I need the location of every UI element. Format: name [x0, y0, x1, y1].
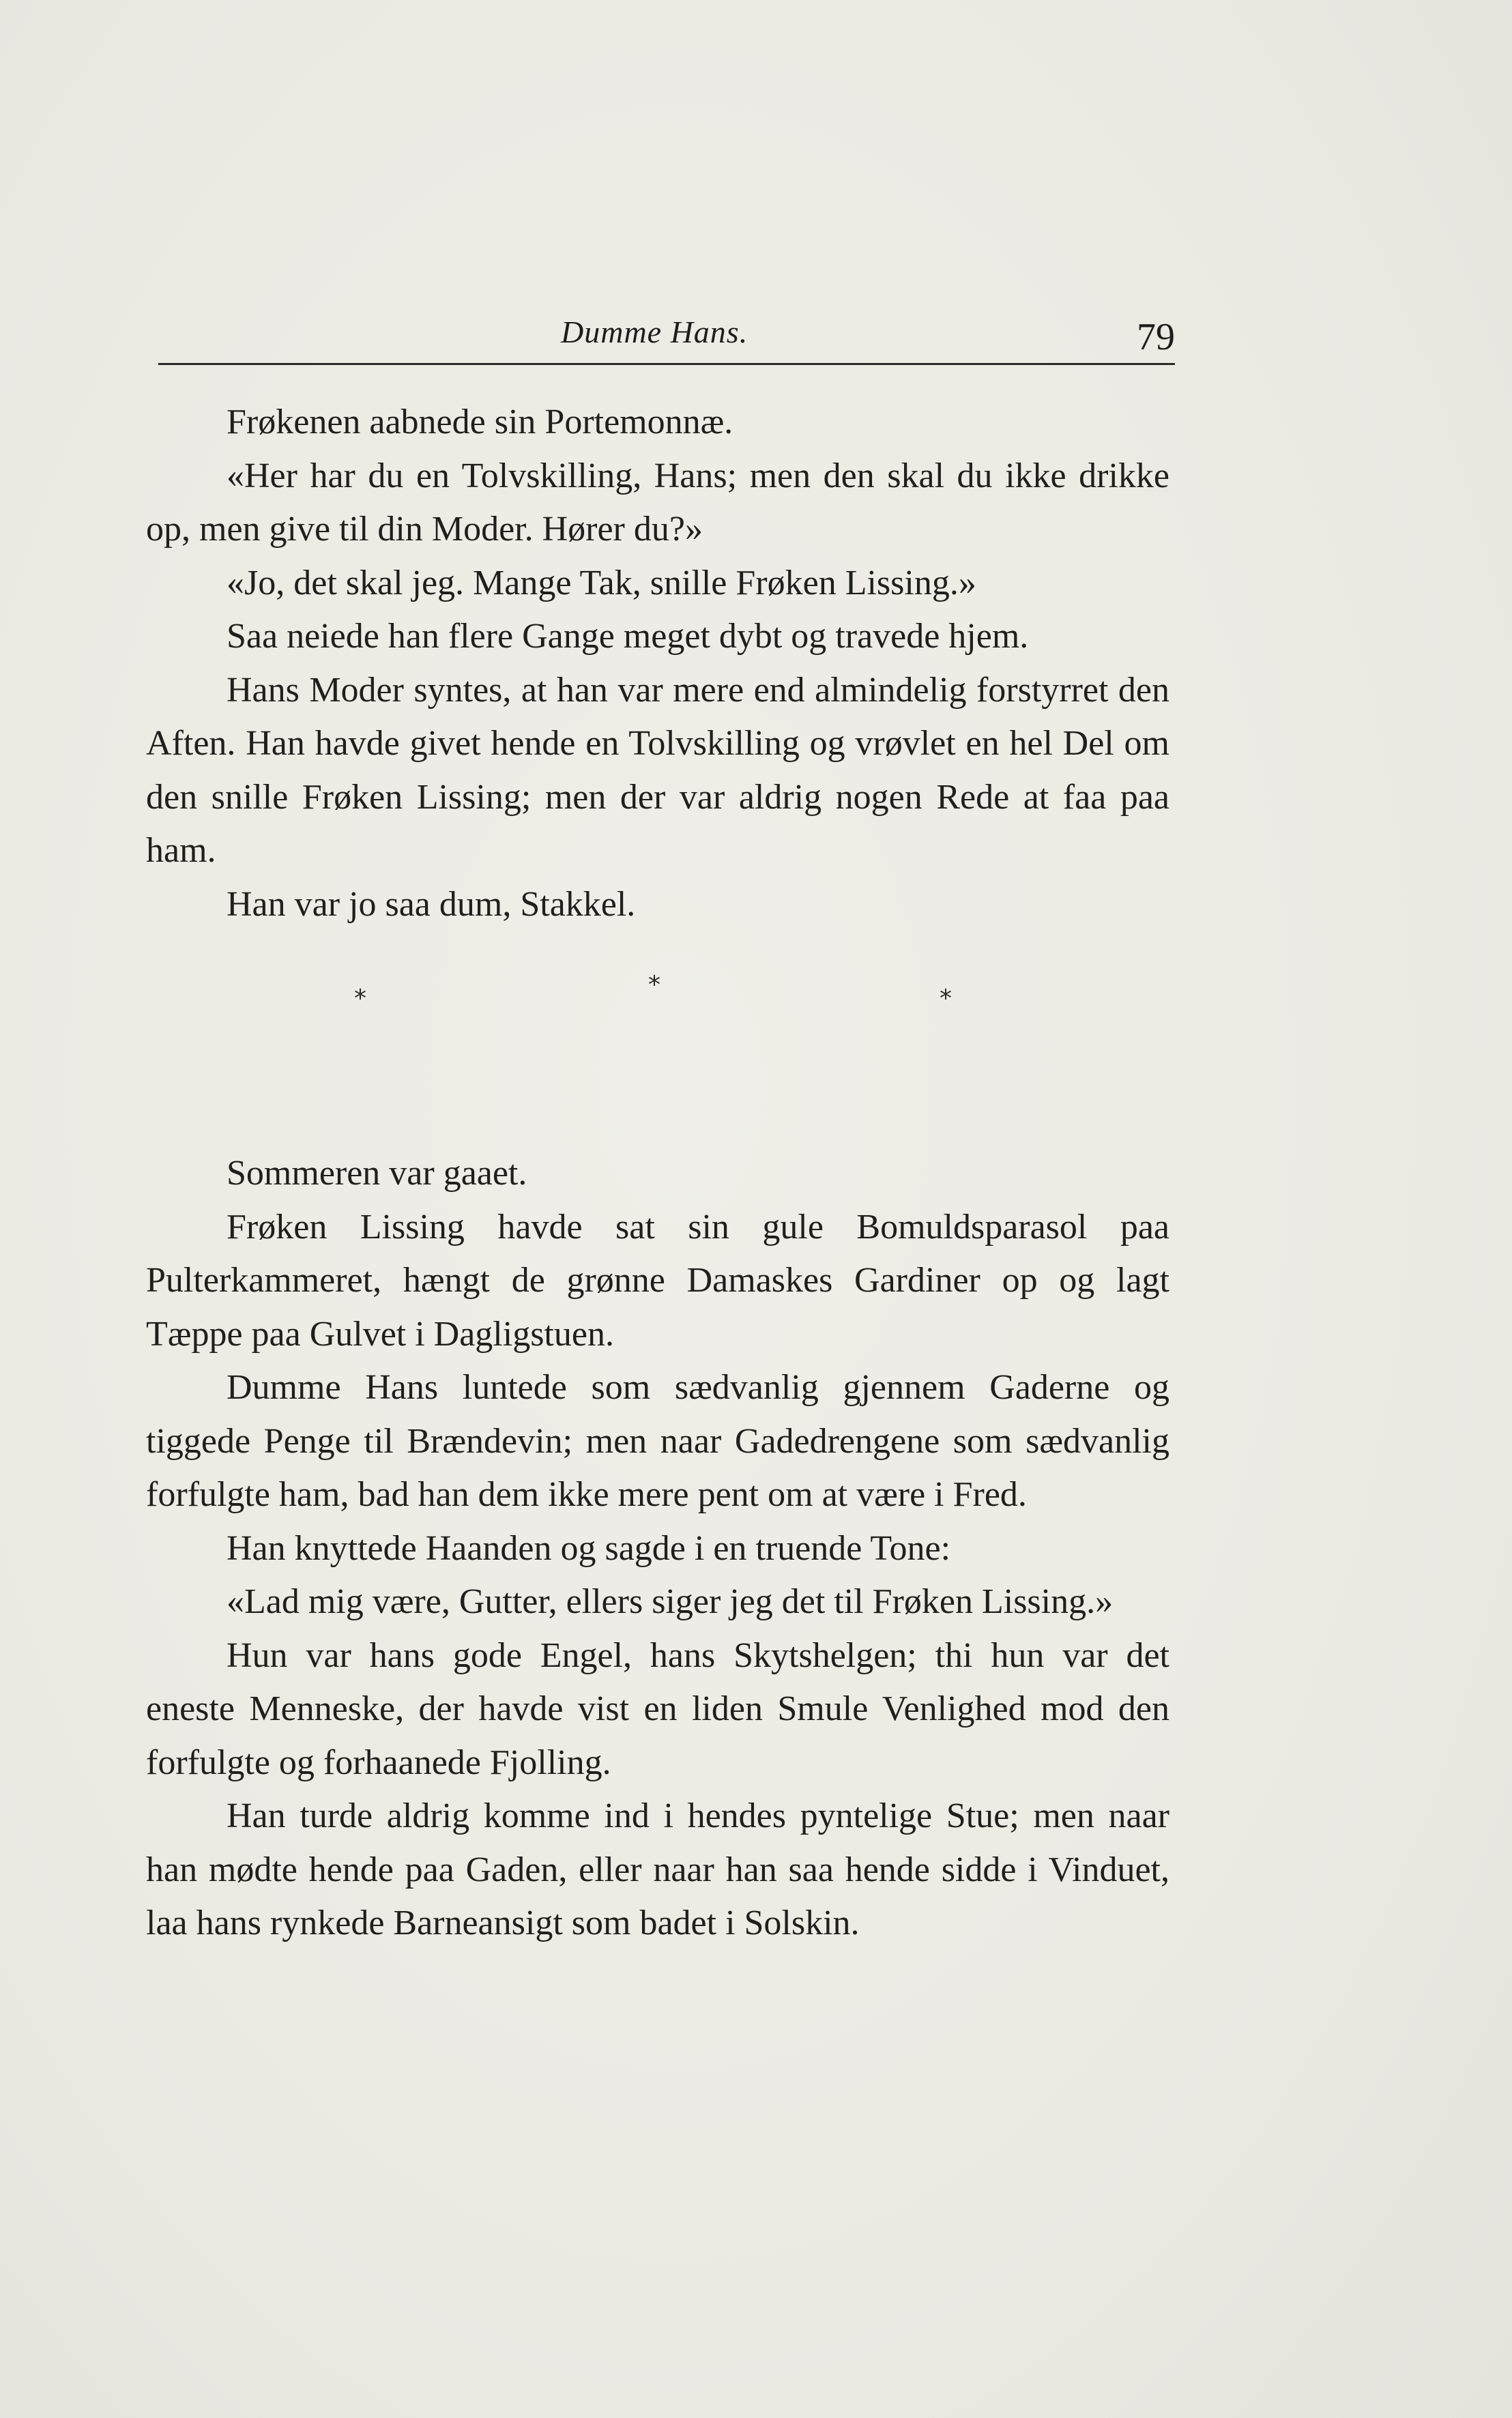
paragraph: «Jo, det skal jeg. Mange Tak, snille Frøken Lissing.»	[227, 563, 976, 602]
section-separator	[146, 931, 1169, 1147]
paragraph: «Lad mig være, Gutter, ellers siger jeg det til Frøken Lissing.»	[227, 1582, 1114, 1621]
paragraph: Frøkenen aabnede sin Portemonnæ.	[227, 403, 733, 441]
asterisk-middle: *	[648, 971, 660, 999]
page-header	[158, 300, 1175, 366]
header-rule	[158, 363, 1175, 365]
paragraph: «Her har du en Tolvskilling, Hans; men den skal du ikke drikke op, men give til din Moder. Hører du?»	[146, 456, 1169, 549]
paragraph: Han knyttede Haanden og sagde i en truende Tone:	[227, 1528, 951, 1568]
asterisk-right: *	[940, 985, 952, 1013]
page-number: 79	[1137, 316, 1175, 358]
paragraph: Saa neiede han flere Gange meget dybt og travede hjem.	[227, 617, 1029, 656]
paragraph: Dumme Hans luntede som sædvanlig gjennem Gaderne og tiggede Penge til Brændevin; men naar Gadedrengene som sædvanlig forfulgte ham, bad han dem ikke mere pent om at være i Fred.	[146, 1368, 1169, 1514]
asterisk-left: *	[354, 985, 366, 1013]
body-text	[146, 396, 1169, 1951]
paragraph: Frøken Lissing havde sat sin gule Bomuldsparasol paa Pulterkammeret, hængt de grønne Damaskes Gardiner op og lagt Tæppe paa Gulvet i Dagligstuen.	[146, 1207, 1169, 1354]
paragraph: Hun var hans gode Engel, hans Skytshelgen; thi hun var det eneste Menneske, der havde vist en liden Smule Venlighed mod den forfulgte og forhaanede Fjolling.	[146, 1635, 1169, 1782]
paragraph: Hans Moder syntes, at han var mere end almindelig forstyrret den Aften. Han havde givet hende en Tolvskilling og vrøvlet en hel Del om den snille Frøken Lissing; men der var aldrig nogen Rede at faa paa ham.	[146, 670, 1169, 870]
paragraph: Sommeren var gaaet.	[227, 1154, 527, 1193]
running-title: Dumme Hans.	[561, 315, 748, 349]
paragraph: Han var jo saa dum, Stakkel.	[227, 884, 636, 924]
paragraph: Han turde aldrig komme ind i hendes pyntelige Stue; men naar han mødte hende paa Gaden, eller naar han saa hende sidde i Vinduet, laa hans rynkede Barneansigt som badet i Solskin.	[146, 1796, 1169, 1942]
